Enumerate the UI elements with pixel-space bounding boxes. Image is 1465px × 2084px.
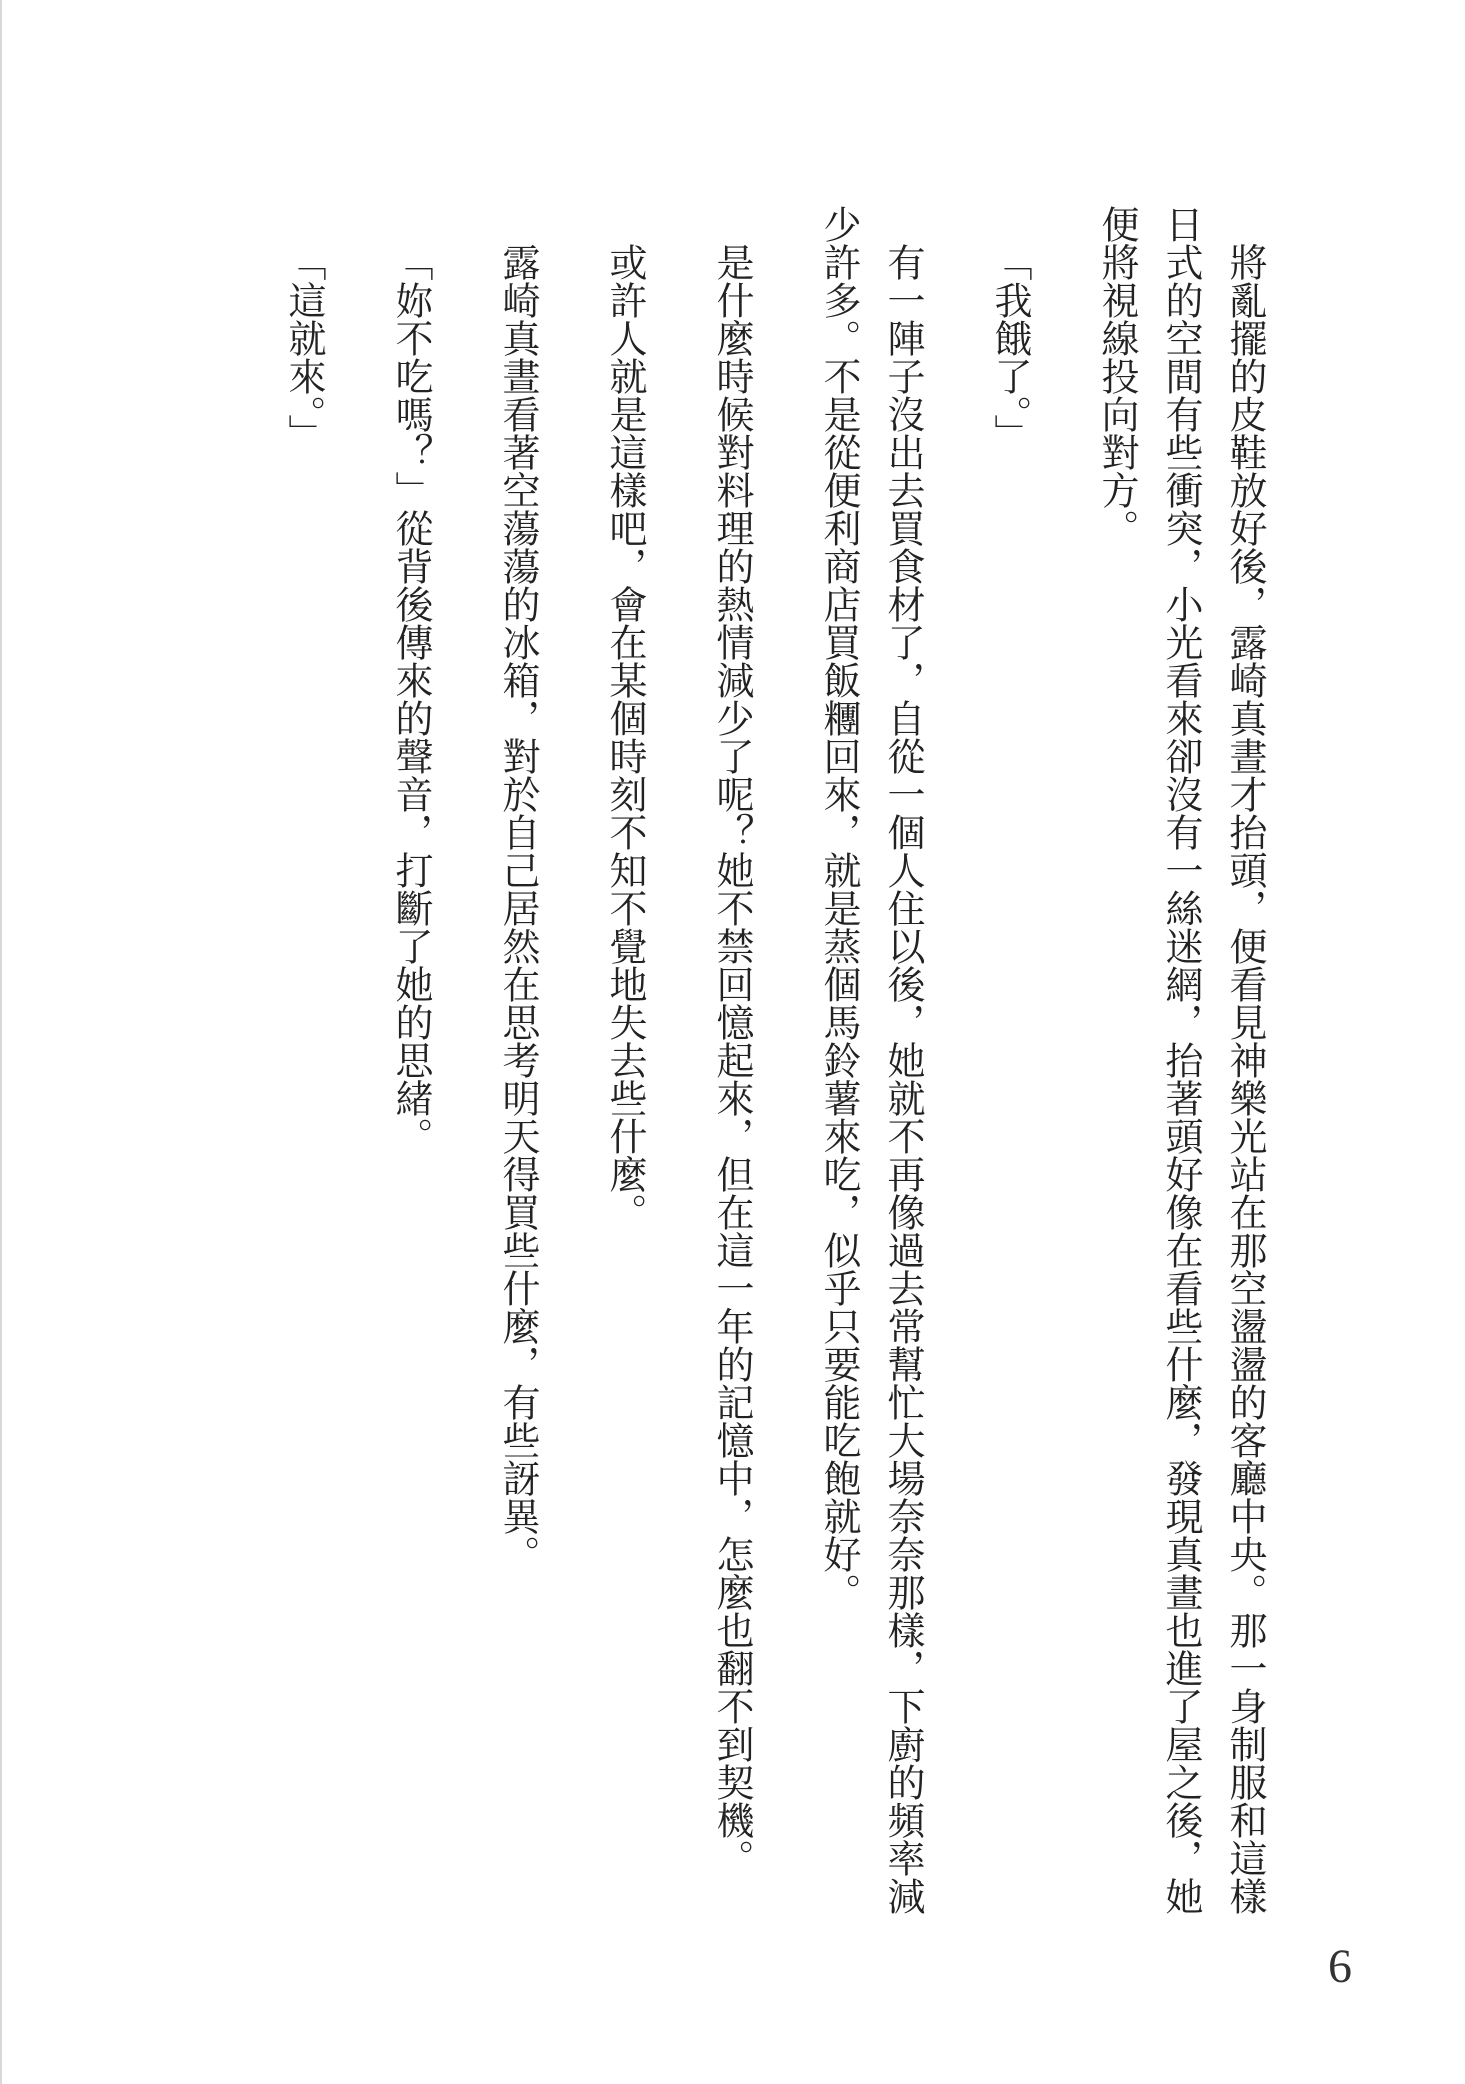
paragraph	[593, 205, 657, 1917]
page-edge	[0, 0, 2, 2084]
paragraph	[379, 205, 443, 1917]
text-line: 「妳不吃嗎？」從背後傳來的聲音，打斷了她的思緒。	[389, 243, 433, 1155]
body-text	[272, 205, 1277, 1917]
text-line: 少許多。不是從便利商店買飯糰回來，就是蒸個馬鈴薯來吃，似乎只要能吃飽就好。	[817, 205, 861, 1611]
paragraph	[978, 205, 1042, 1917]
paragraph	[272, 205, 336, 1917]
paragraph	[1085, 205, 1277, 1917]
text-line: 是什麼時候對料理的熱情減少了呢？她不禁回憶起來，但在這一年的記憶中，怎麼也翻不到契機。	[710, 243, 754, 1877]
text-line: 「這就來。」	[282, 243, 326, 452]
text-line: 有一陣子沒出去買食材了，自從一個人住以後，她就不再像過去常幫忙大場奈奈那樣，下廚的頻率減	[881, 243, 925, 1915]
paragraph	[700, 205, 764, 1917]
text-line: 將亂擺的皮鞋放好後，露崎真晝才抬頭，便看見神樂光站在那空盪盪的客廳中央。那一身制服和這樣	[1223, 243, 1267, 1915]
paragraph	[807, 205, 935, 1917]
text-line: 「我餓了。」	[988, 243, 1032, 452]
text-line: 露崎真晝看著空蕩蕩的冰箱，對於自己居然在思考明天得買些什麼，有些訝異。	[496, 243, 540, 1573]
text-line: 或許人就是這樣吧，會在某個時刻不知不覺地失去些什麼。	[603, 243, 647, 1231]
text-line: 便將視線投向對方。	[1095, 205, 1139, 547]
text-line: 日式的空間有些衝突，小光看來卻沒有一絲迷網，抬著頭好像在看些什麼，發現真晝也進了屋之後，她	[1159, 205, 1203, 1915]
page-number: 6	[1328, 1940, 1352, 1993]
paragraph	[486, 205, 550, 1917]
